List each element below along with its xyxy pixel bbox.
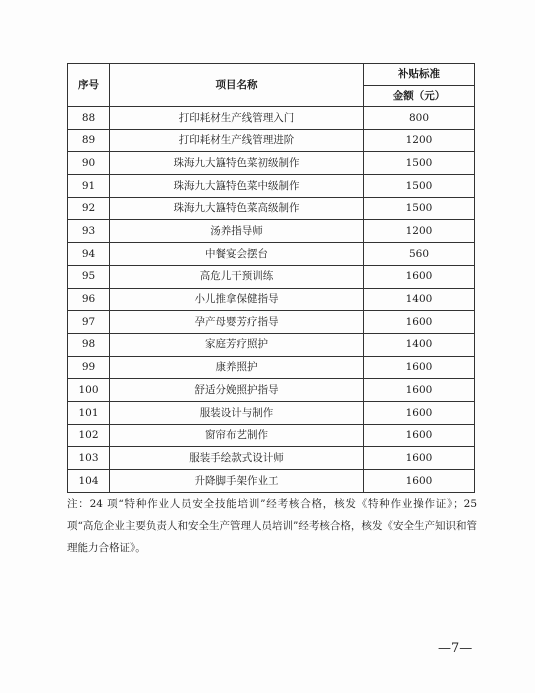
table-row <box>68 356 475 379</box>
cell-amount: 1500 <box>364 175 475 198</box>
cell-name: 中餐宴会摆台 <box>110 243 364 266</box>
table-row <box>68 152 475 175</box>
table-row <box>68 243 475 266</box>
cell-name: 珠海九大簋特色菜高级制作 <box>110 197 364 220</box>
cell-amount: 1600 <box>364 311 475 334</box>
cell-amount: 1600 <box>364 424 475 447</box>
cell-amount: 1500 <box>364 197 475 220</box>
cell-amount: 1600 <box>364 401 475 424</box>
cell-seq: 99 <box>68 356 110 379</box>
cell-name: 窗帘布艺制作 <box>110 424 364 447</box>
cell-seq: 95 <box>68 265 110 288</box>
cell-amount: 1200 <box>364 220 475 243</box>
cell-name: 珠海九大簋特色菜中级制作 <box>110 175 364 198</box>
table-row <box>68 288 475 311</box>
cell-amount: 1600 <box>364 356 475 379</box>
cell-amount: 1600 <box>364 379 475 402</box>
cell-amount: 1400 <box>364 288 475 311</box>
cell-name: 舒适分娩照护指导 <box>110 379 364 402</box>
cell-amount: 800 <box>364 107 475 130</box>
table-row <box>68 129 475 152</box>
cell-seq: 102 <box>68 424 110 447</box>
table-header <box>68 64 475 107</box>
cell-seq: 98 <box>68 333 110 356</box>
cell-amount: 1600 <box>364 470 475 493</box>
cell-seq: 89 <box>68 129 110 152</box>
table-row <box>68 197 475 220</box>
cell-name: 高危儿干预训练 <box>110 265 364 288</box>
cell-name: 打印耗材生产线管理进阶 <box>110 129 364 152</box>
table-row <box>68 107 475 130</box>
table-row <box>68 424 475 447</box>
cell-name: 打印耗材生产线管理入门 <box>110 107 364 130</box>
cell-name: 珠海九大簋特色菜初级制作 <box>110 152 364 175</box>
cell-seq: 90 <box>68 152 110 175</box>
cell-name: 孕产母婴芳疗指导 <box>110 311 364 334</box>
subsidy-table <box>67 63 475 493</box>
cell-name: 小儿推拿保健指导 <box>110 288 364 311</box>
header-subsidy-group: 补贴标准 <box>364 64 475 86</box>
cell-name: 升降脚手架作业工 <box>110 470 364 493</box>
header-seq: 序号 <box>68 64 110 107</box>
cell-seq: 100 <box>68 379 110 402</box>
cell-name: 服装手绘款式设计师 <box>110 447 364 470</box>
cell-amount: 1400 <box>364 333 475 356</box>
cell-seq: 93 <box>68 220 110 243</box>
cell-seq: 91 <box>68 175 110 198</box>
header-amount: 金额（元） <box>364 86 475 107</box>
page-number: —7— <box>438 641 473 656</box>
table-row <box>68 401 475 424</box>
cell-seq: 94 <box>68 243 110 266</box>
table-row <box>68 470 475 493</box>
header-name: 项目名称 <box>110 64 364 107</box>
cell-seq: 101 <box>68 401 110 424</box>
cell-name: 汤养指导师 <box>110 220 364 243</box>
table-row <box>68 311 475 334</box>
cell-name: 家庭芳疗照护 <box>110 333 364 356</box>
table-row <box>68 175 475 198</box>
cell-seq: 92 <box>68 197 110 220</box>
table-body <box>68 107 475 493</box>
cell-amount: 560 <box>364 243 475 266</box>
cell-name: 服装设计与制作 <box>110 401 364 424</box>
cell-seq: 104 <box>68 470 110 493</box>
cell-amount: 1600 <box>364 265 475 288</box>
cell-amount: 1600 <box>364 447 475 470</box>
cell-seq: 88 <box>68 107 110 130</box>
cell-seq: 96 <box>68 288 110 311</box>
footnote: 注：24 项“特种作业人员安全技能培训”经考核合格，核发《特种作业操作证》；25 项“高危企业主要负责人和安全生产管理人员培训”经考核合格，核发《安全生产知识和管理能力合格证》。 <box>67 498 477 554</box>
cell-amount: 1500 <box>364 152 475 175</box>
table-row <box>68 220 475 243</box>
table-row <box>68 265 475 288</box>
table-row <box>68 447 475 470</box>
cell-name: 康养照护 <box>110 356 364 379</box>
cell-amount: 1200 <box>364 129 475 152</box>
table-row <box>68 333 475 356</box>
cell-seq: 97 <box>68 311 110 334</box>
table-row <box>68 379 475 402</box>
cell-seq: 103 <box>68 447 110 470</box>
